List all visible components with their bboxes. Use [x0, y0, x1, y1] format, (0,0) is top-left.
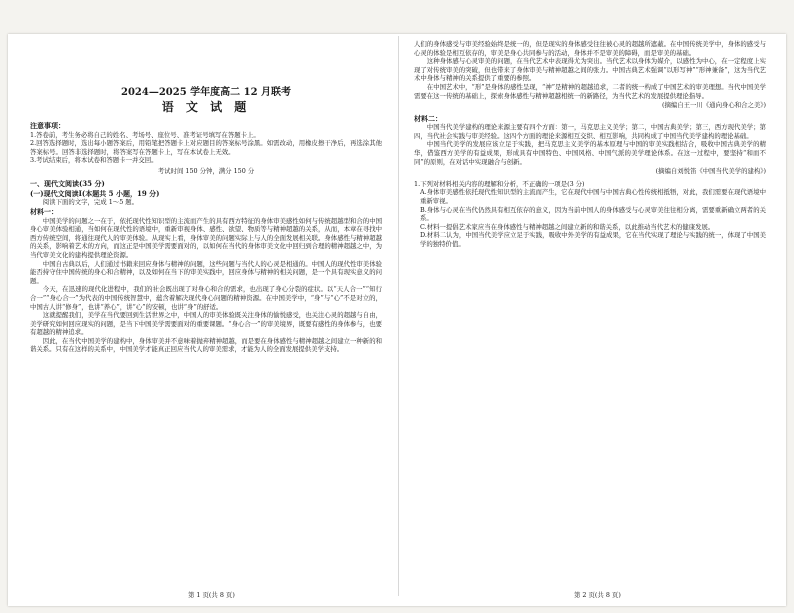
question-1-option-b: B.身体与心灵在当代仍然具有相互依存的意义，因为当前中国人的身体感受与心灵审美往往相分离，需要重新确立两者的关系。 [420, 205, 766, 223]
material-1-paragraph: 人们的身体感受与审美经验始终是统一的，但是现实的身体感受往往被心灵的超越所遮蔽。在中国传统美学中，身体的感受与心灵的体验是相互依存的，审美是身心共同参与的活动，身体并不是审美的障碍，而是审美的基础。 [414, 40, 766, 57]
material-2-label: 材料二： [414, 113, 442, 123]
page-number-left: 第 1 页(共 8 页) [188, 591, 235, 599]
material-1-paragraph: 中国美学的问题之一在于，依托现代性知识型的主流而产生的具有西方特征的身体审美感性如何与传统超越型和合的中国身心审美体验相通，当如何在现代性的语境中，重新审视身体、感性、欲望、物质等与精神超越的关系，从而，本章在寻找中西方传统空间，将通往现代人的审美体验。从现实上看，身体审美的问题实际上与人的全面发展相关联。身体感性与精神超越的关系，影响着艺术的方向，而这正是中国美学需要面对的，以如何在当代的身体审美文化中回归到合理的精神超越之中，为当代审美文化的建构提供理论资源。 [30, 216, 382, 259]
notice-item-2: 2.回答选择题时，选出每小题答案后，用铅笔把答题卡上对应题目的答案标号涂黑。如需改动，用橡皮擦干净后，再选涂其他答案标号。回答非选择题时，将答案写在答题卡上，写在本试卷上无效。 [30, 139, 382, 156]
material-1-label: 材料一： [30, 207, 58, 217]
section-heading: 一、现代文阅读(35 分) [30, 179, 105, 189]
right-page [414, 40, 766, 596]
reading-instruction: 阅读下面的文字，完成 1～5 题。 [42, 198, 139, 207]
material-1-paragraph: 因此，在当代中国美学的建构中，身体审美并不意味着抛弃精神超越，而是要在身体感性与精神超越之间建立一种新的和谐关系。只有在这样的关系中，中国美学才能真正回应当代人的审美需求，才能为人的全面发展提供美学支持。 [30, 336, 382, 354]
material-1-paragraph: 中国自古典以后，人们通过书籍来回应身体与精神的问题，这些问题与当代人的心灵是相通的。中国人的现代性审美体验能否持守住中国传统的身心和合精神，以及如何在当下的审美实践中，回应身体与精神的相关问题，是一个具有现实意义的问题。 [30, 259, 382, 285]
material-1-paragraph: 这种身体感与心灵审美的问题，在当代艺术中表现得尤为突出。当代艺术以身体为媒介，以感性为中心，在一定程度上实现了对传统审美的突破，但也带来了身体审美与精神超越之间的张力。中国古典艺术强调“以形写神”“形神兼备”，这为当代艺术中身体与精神的关系提供了重要的参照。 [414, 57, 766, 83]
material-2-paragraph: 中国当代美学建构的理论来源主要有四个方面：第一，马克思主义美学；第二，中国古典美学；第三，西方现代美学；第四，当代社会实践与审美经验。这四个方面的理论来源相互交织、相互影响，共同构成了中国当代美学建构的理论基础。 [414, 123, 766, 140]
exam-title: 2024—2025 学年度高二 12 月联考 [120, 87, 292, 98]
notice-item-1: 1.答卷前，考生务必将自己的姓名、考场号、座位号、准考证号填写在答题卡上。 [30, 130, 260, 139]
material-1-paragraph: 今天，在迅速的现代化进程中，我们的社会既出现了对身心和合的需求，也出现了身心分裂的症状。以“天人合一”“知行合一”“身心合一”为代表的中国传统智慧中，蕴含着解决现代身心问题的精神资源。在中国美学中，“身”与“心”不是对立的，中国古人讲“修身”，也讲“养心”，讲“心”的安顿，也讲“身”的舒适。 [30, 285, 382, 311]
notices-heading: 注意事项： [30, 121, 65, 130]
question-1-option-c: C.材料一提倡艺术家应当在身体感性与精神超越之间建立新的和谐关系，以此推动当代艺术的健康发展。 [420, 222, 715, 231]
material-1-paragraph: 在中国艺术中，“形”是身体的感性呈现，“神”是精神的超越追求，二者的统一构成了中国艺术的审美理想。当代中国美学需要在这一传统的基础上，探索身体感性与精神超越相统一的新路径，为当代艺术的发展提供理论指导。 [414, 82, 766, 100]
page-divider [398, 36, 399, 596]
page-number-right: 第 2 页(共 8 页) [574, 591, 621, 599]
question-1-option-a: A.身体审美感性依托现代性知识型的主流而产生，它在现代中国与中国古典心性传统相抵牾，对此，我们需要在现代语境中重新审视。 [420, 188, 766, 205]
left-page [30, 44, 382, 600]
material-1-paragraph: 这就提醒我们，美学在当代要回到生活世界之中，中国人的审美体验既关注身体的愉悦感受，也关注心灵的超越与自由，美学研究如何回应现实的问题，是当下中国美学需要面对的重要课题。“身心合一”的审美境界，既要有感性的身体参与，也要有超越的精神追求。 [30, 311, 382, 337]
notice-item-3: 3.考试结束后，将本试卷和答题卡一并交回。 [30, 156, 158, 165]
exam-subtitle: 语 文 试 题 [161, 100, 251, 114]
material-2-paragraph: 中国当代美学的发展应该立足于实践，把马克思主义美学的基本原理与中国的审美实践相结合，吸收中国古典美学的精华，借鉴西方美学的有益成果，形成具有中国特色、中国风格、中国气派的美学理论体系。在这一过程中，要坚持“和而不同”的原则，在对话中实现融合与创新。 [414, 140, 766, 166]
material-1-source: (摘编自王一川《通向身心和合之美》) [661, 101, 766, 110]
material-2-source: (摘编自刘悦笛《中国当代美学的建构》) [655, 167, 766, 176]
subsection-heading: (一)现代文阅读Ⅰ(本题共 5 小题，19 分) [30, 188, 160, 198]
exam-time: 考试时间 150 分钟，满分 150 分 [157, 166, 255, 175]
question-1-option-d: D.材料二认为，中国当代美学应立足于实践，吸收中外美学的有益成果，它在当代实现了理论与实践的统一，体现了中国美学的独特价值。 [420, 231, 766, 248]
question-1: 1.下列对材料相关内容的理解和分析，不正确的一项是(3 分) [414, 179, 585, 188]
